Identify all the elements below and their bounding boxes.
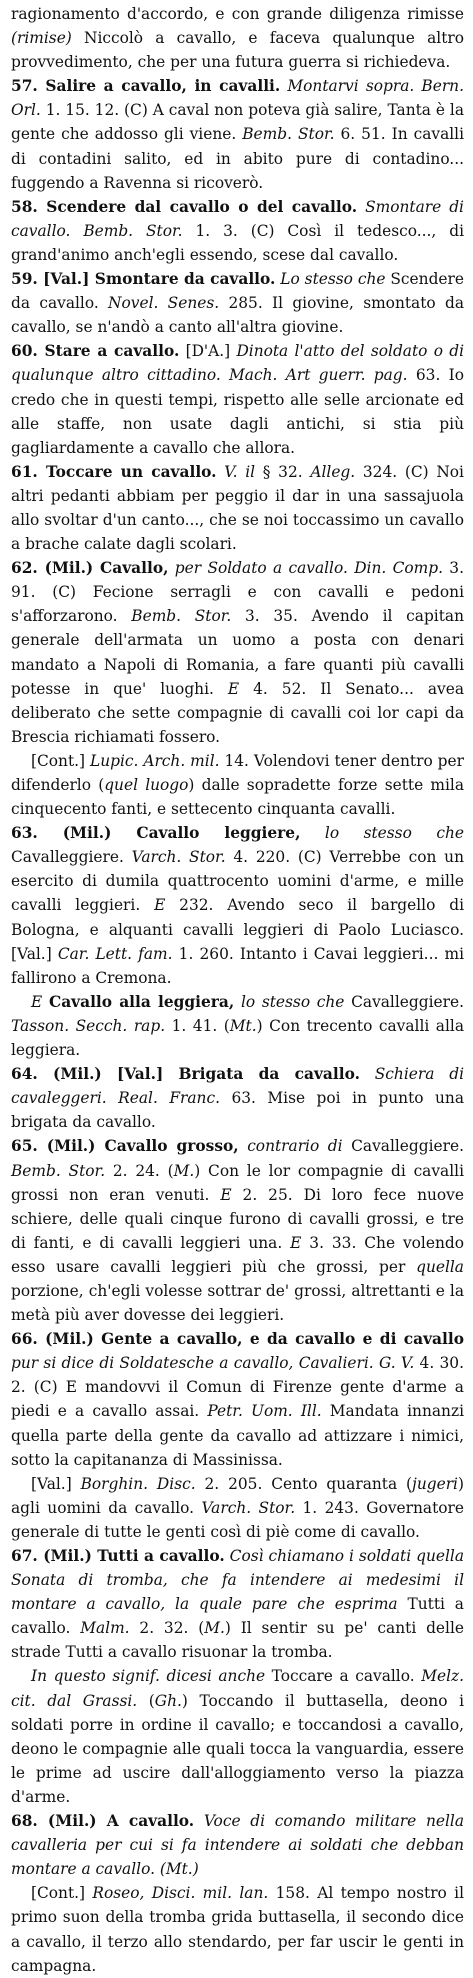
entry-headword: 64. (Mil.) [Val.] Brigata da cavallo.: [11, 1065, 360, 1084]
italic-text: Malm.: [80, 1619, 130, 1638]
entry-text: ) Con trecento cavalli alla leggiera.: [11, 1016, 464, 1060]
dictionary-entry: [11, 1062, 464, 1134]
italic-text: E: [31, 992, 43, 1011]
italic-text: In questo signif. dicesi anche: [31, 1667, 266, 1686]
entry-text: ) agli uomini da cavallo.: [11, 1474, 464, 1517]
entry-headword: 66. (Mil.) Gente a cavallo, e da cavallo e di cavallo: [11, 1330, 464, 1349]
entry-headword: 67. (Mil.) Tutti a cavallo.: [11, 1547, 225, 1565]
italic-text: Voce di comando militare nella cavalleria per cui si fa intendere ai soldati che debban montare a cavallo. (Mt.): [11, 1812, 465, 1879]
italic-text: E: [227, 679, 240, 698]
italic-text: Petr. Uom. Ill.: [207, 1402, 322, 1421]
entry-headword: 61. Toccare un cavallo.: [11, 462, 217, 481]
dictionary-entry: [11, 1134, 464, 1327]
entry-text: 14. Volendovi tener dentro per difenderlo (: [11, 751, 464, 794]
italic-text: quella: [416, 1257, 464, 1276]
entry-text: [194, 1812, 204, 1830]
italic-text: Car. Lett. fam.: [57, 944, 173, 963]
dictionary-entry: [11, 821, 464, 990]
italic-text: quel luogo: [104, 776, 189, 794]
entry-text: 4. 220. (C) Verrebbe con un esercito di dumila quattrocento uomini d'arme, e mille cavalli leggieri.: [11, 848, 464, 915]
dictionary-entry: [11, 1809, 464, 1881]
italic-text: Bemb. Stor.: [11, 1161, 106, 1180]
italic-text: jugeri: [412, 1474, 458, 1493]
entry-text: [Cont.]: [31, 1884, 93, 1903]
italic-text: per Soldato a cavallo. Din. Comp.: [174, 559, 443, 578]
entry-headword: 60. Stare a cavallo.: [11, 342, 180, 361]
entry-headword: 58. Scendere dal cavallo o del cavallo.: [11, 197, 358, 216]
italic-text: lo stesso che: [240, 992, 345, 1011]
entry-text: [357, 198, 365, 216]
italic-text: Schiera di cavaleggeri. Real. Franc.: [11, 1065, 464, 1108]
entry-text: Cavalleggiere.: [342, 1137, 464, 1156]
italic-text: Gh.: [154, 1691, 182, 1710]
entry-text: [D'A.]: [179, 342, 237, 361]
entry-text: 2. 205. Cento quaranta (: [195, 1474, 413, 1493]
entry-text: ) Toccando il buttasella, deono i soldati porre in ordine il cavallo; e toccandosi a cavallo, deono le compagnie alle quali tocca la vanguardia, essere le prime ad uscire dall'alloggiamento verso la piazza d'arme.: [11, 1691, 464, 1806]
italic-text: Dinota l'atto del soldato o di qualunque altro cittadino. Mach. Art guerr. pag.: [11, 342, 464, 385]
entry-text: 2. 32. (: [129, 1619, 205, 1638]
dictionary-entry: [11, 339, 464, 459]
italic-text: Tasson. Secch. rap.: [11, 1016, 166, 1035]
entry-text: 1. 41. (: [165, 1016, 230, 1035]
italic-text: Alleg.: [310, 462, 356, 481]
italic-text: M.: [173, 1161, 195, 1180]
italic-text: Smontare di cavallo. Bemb. Stor.: [11, 197, 464, 240]
italic-text: Novel. Senes.: [108, 294, 220, 313]
dictionary-entry: [11, 1664, 464, 1809]
dictionary-entry: [11, 1327, 464, 1472]
dictionary-entry: [11, 2, 464, 74]
entry-text: 63. Mise poi in punto una brigata da cavallo.: [11, 1089, 464, 1132]
entry-text: ) Il sentir su pe' canti delle strade Tutti a cavallo risuonar la tromba.: [11, 1619, 464, 1662]
entry-text: 158. Al tempo nostro il primo suon della tromba grida buttasella, il secondo dice a cavallo, il terzo allo stendardo, per far uscir le genti in campagna.: [11, 1884, 464, 1975]
italic-text: pur si dice di Soldatesche a cavallo, Cavalieri. G. V.: [11, 1354, 415, 1373]
entry-text: 1. 15. 12. (C) A caval non poteva già salire, Tanta è la gente che addosso gli viene.: [11, 101, 464, 144]
italic-text: lo stesso che: [324, 824, 464, 843]
entry-text: ragionamento d'accordo, e con grande diligenza rimisse: [11, 5, 464, 23]
italic-text: contrario di: [247, 1137, 343, 1156]
italic-text: Lo stesso che: [280, 270, 386, 289]
dictionary-entry: [11, 1881, 464, 1977]
entry-headword: 68. (Mil.) A cavallo.: [11, 1812, 195, 1831]
entry-text: 63. Io credo che in questi tempi, rispetto alle selle arcionate ed alle staffe, non usate dagli antichi, si stia più gagliardamente a cavallo che allora.: [11, 366, 465, 457]
entry-text: 1. 3. (C) Così il tedesco..., di grand'animo anch'egli essendo, scese dal cavallo.: [11, 221, 464, 264]
italic-text: Lupic. Arch. mil.: [89, 751, 220, 770]
italic-text: Bemb. Stor.: [242, 125, 335, 144]
dictionary-entry: [11, 749, 464, 821]
entry-headword: Cavallo alla leggiera,: [48, 992, 235, 1011]
entry-text: [300, 824, 324, 842]
italic-text: Varch. Stor.: [131, 848, 226, 867]
entry-text: [42, 993, 49, 1011]
entry-text: 3. 91. (C) Fecione serragli e con cavalli e pedoni s'afforzarono.: [11, 559, 464, 626]
dictionary-entry: [11, 267, 464, 339]
dictionary-entry: [11, 74, 464, 194]
italic-text: (rimise): [11, 29, 72, 48]
entry-text: 285. Il giovine, smontato da cavallo, se n'andò a canto all'altra giovine.: [11, 294, 464, 337]
entry-headword: 65. (Mil.) Cavallo grosso,: [11, 1137, 239, 1156]
entry-text: Cavalleggiere.: [344, 992, 464, 1011]
entry-text: 3. 35. Avendo il capitan generale dell'armata un uomo a posta con denari mandato a Napoli di Romania, a fare quanti più cavalli potesse in que' luoghi.: [11, 607, 464, 698]
entry-headword: 62. (Mil.) Cavallo,: [11, 559, 169, 578]
entry-text: 3. 33. Che volendo esso usare cavalli leggieri più che grossi, per: [11, 1233, 464, 1276]
italic-text: Borghin. Disc.: [80, 1474, 196, 1493]
entry-text: [239, 1137, 248, 1155]
italic-text: Varch. Stor.: [201, 1498, 296, 1517]
dictionary-entry: [11, 1544, 464, 1664]
entry-text: ) Con le lor compagnie di cavalli grossi non eran venuti.: [11, 1161, 464, 1204]
italic-text: Roseo, Disci. mil. lan.: [92, 1884, 269, 1903]
entry-text: 232. Avendo seco il bargello di Bologna, e alquanti cavalli leggieri di Paolo Luciasco. [Val.]: [11, 896, 464, 963]
italic-text: Melz. cit. dal Grassi.: [11, 1667, 464, 1710]
entry-text: (: [137, 1691, 155, 1710]
entry-text: 2. 24. (: [105, 1161, 174, 1180]
dictionary-entry: [11, 460, 464, 556]
entry-text: [Cont.]: [31, 751, 90, 770]
dictionary-entry: [11, 1472, 464, 1544]
entry-text: 4. 30. 2. (C) E mandovvi il Comun di Firenze gente d'arme a piedi e a cavallo assai.: [11, 1354, 464, 1421]
italic-text: E: [220, 1185, 232, 1204]
entry-headword: 59. [Val.] Smontare da cavallo.: [11, 270, 276, 289]
entry-text: Cavalleggiere.: [11, 848, 132, 867]
entry-text: § 32.: [255, 462, 311, 481]
italic-text: Bemb. Stor.: [131, 607, 232, 626]
italic-text: E: [154, 896, 166, 915]
entry-text: [Val.]: [31, 1474, 81, 1493]
italic-text: V. il: [224, 462, 256, 481]
italic-text: Così chiamano i soldati quella Sonata di tromba, che fa intendere ai medesimi il montare a cavallo, la quale pare che esprima: [11, 1547, 464, 1614]
entry-text: Niccolò a cavallo, e faceva qualunque altro provvedimento, che per una futura guerra si richiedeva.: [11, 29, 464, 72]
entry-text: Mandata innanzi quella parte della gente da cavallo ad attizzare i nimici, sotto la capitananza di Massinissa.: [11, 1402, 464, 1469]
entry-headword: 63. (Mil.) Cavallo leggiere,: [11, 824, 301, 843]
entry-text: porzione, ch'egli volesse sottrar de' grossi, altrettanti e la metà più aver dovesse dei leggieri.: [11, 1281, 464, 1325]
entry-text: 6. 51. In cavalli di contadini salito, ed in abito pure di contadino... fuggendo a Ravenna si ricoverò.: [11, 125, 465, 192]
dictionary-entry: [11, 195, 464, 267]
dictionary-entry: [11, 990, 464, 1062]
italic-text: Mt.: [229, 1016, 257, 1035]
entry-text: 2. 25. Di loro fece nuove schiere, delle quali cinque furono di cavalli grossi, e tre di fanti, e di cavalli leggieri una.: [11, 1185, 464, 1252]
entry-text: ) dalle sopradette forze sette mila cinquecento fanti, e settecento cinquanta cavalli.: [11, 776, 464, 819]
dictionary-entry: [11, 556, 464, 749]
entry-text: 1. 243. Governatore generale di tutte le genti così di piè come di cavallo.: [11, 1498, 464, 1541]
entry-text: 4. 52. Il Senato... avea deliberato che sette compagnie di cavalli coi lor capi da Brescia richiamati fossero.: [11, 679, 464, 746]
entry-text: Toccare a cavallo.: [265, 1667, 422, 1686]
entry-text: Tutti a cavallo.: [11, 1595, 464, 1638]
italic-text: M.: [204, 1619, 225, 1638]
italic-text: E: [290, 1233, 302, 1252]
entry-text: 324. (C) Noi altri pedanti abbiam per peggio il dar in una sassajuola allo svoltar d'un canto..., che se noi toccassimo un cavallo a brache calate dagli scolari.: [11, 462, 464, 554]
entry-headword: 57. Salire a cavallo, in cavalli.: [11, 77, 281, 96]
entry-text: 1. 260. Intanto i Cavai leggieri... mi fallirono a Cremona.: [11, 944, 464, 987]
entry-text: [360, 1065, 375, 1083]
italic-text: Montarvi sopra. Bern. Orl.: [11, 77, 464, 120]
entry-text: Scendere da cavallo.: [11, 270, 464, 313]
entry-text: [234, 993, 241, 1011]
